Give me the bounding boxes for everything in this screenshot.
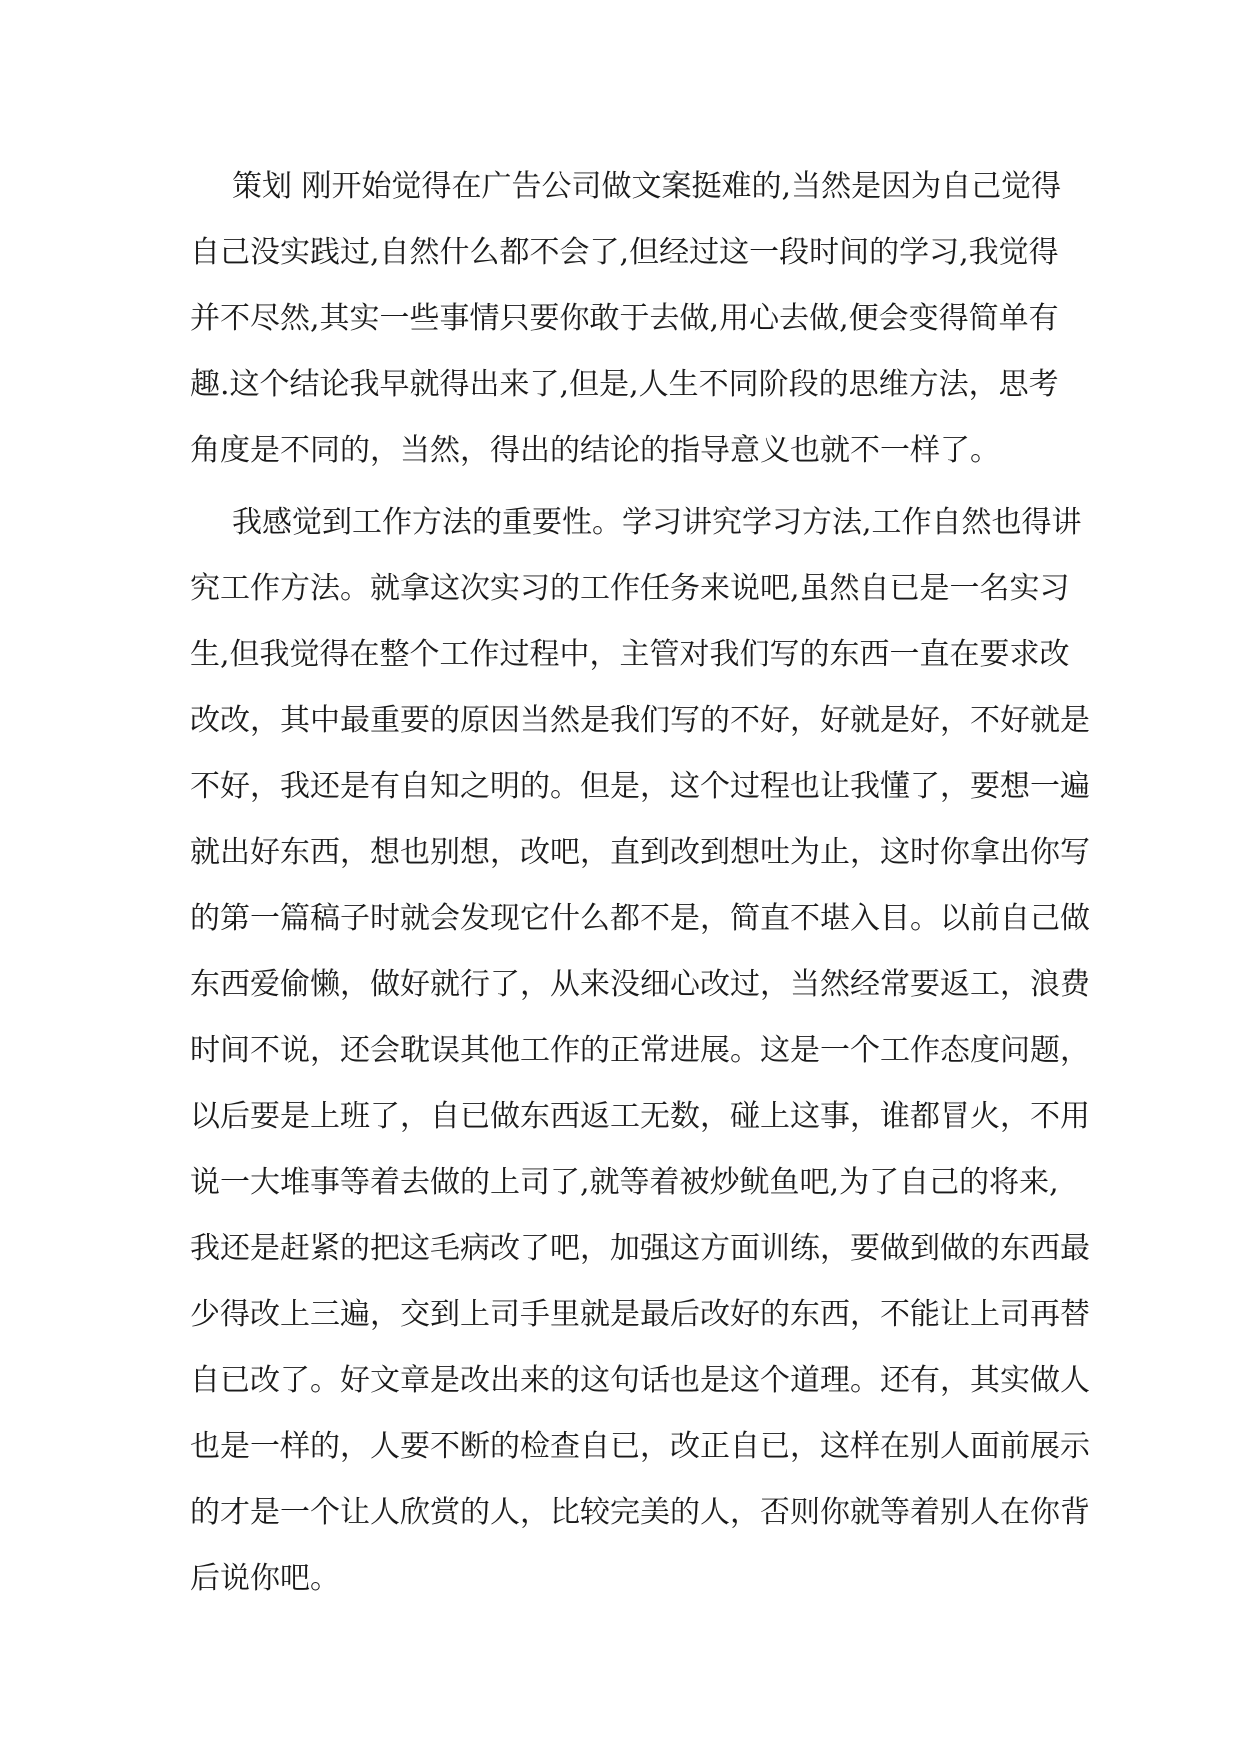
- paragraph-line: 说一大堆事等着去做的上司了,就等着被炒鱿鱼吧,为了自己的将来,: [190, 1165, 1059, 1200]
- document-body: [190, 154, 1090, 1612]
- paragraph-line: 东西爱偷懒，做好就行了，从来没细心改过，当然经常要返工，浪费: [190, 967, 1090, 1002]
- paragraph-2: [190, 490, 1090, 1612]
- paragraph-line: 的第一篇稿子时就会发现它什么都不是，简直不堪入目。以前自己做: [190, 901, 1090, 936]
- paragraph-line: 策划 刚开始觉得在广告公司做文案挺难的,当然是因为自己觉得: [232, 169, 1062, 204]
- paragraph-line: 后说你吧。: [190, 1561, 340, 1596]
- paragraph-line: 不好，我还是有自知之明的。但是，这个过程也让我懂了，要想一遍: [190, 769, 1090, 804]
- paragraph-line: 趣.这个结论我早就得出来了,但是,人生不同阶段的思维方法，思考: [190, 367, 1059, 402]
- paragraph-line: 的才是一个让人欣赏的人，比较完美的人，否则你就等着别人在你背: [190, 1495, 1090, 1530]
- paragraph-line: 自己没实践过,自然什么都不会了,但经过这一段时间的学习,我觉得: [190, 235, 1059, 270]
- paragraph-line: 究工作方法。就拿这次实习的工作任务来说吧,虽然自已是一名实习: [190, 571, 1070, 606]
- paragraph-line: 我还是赶紧的把这毛病改了吧，加强这方面训练，要做到做的东西最: [190, 1231, 1090, 1266]
- paragraph-line: 生,但我觉得在整个工作过程中，主管对我们写的东西一直在要求改: [190, 637, 1070, 672]
- paragraph-line: 时间不说，还会耽误其他工作的正常进展。这是一个工作态度问题，: [190, 1033, 1090, 1068]
- paragraph-line: 我感觉到工作方法的重要性。学习讲究学习方法,工作自然也得讲: [232, 505, 1082, 540]
- paragraph-line: 也是一样的，人要不断的检查自已，改正自已，这样在别人面前展示: [190, 1429, 1090, 1464]
- paragraph-line: 角度是不同的，当然，得出的结论的指导意义也就不一样了。: [190, 433, 1000, 468]
- paragraph-line: 就出好东西，想也别想，改吧，直到改到想吐为止，这时你拿出你写: [190, 835, 1090, 870]
- paragraph-line: 自已改了。好文章是改出来的这句话也是这个道理。还有，其实做人: [190, 1363, 1090, 1398]
- paragraph-line: 少得改上三遍，交到上司手里就是最后改好的东西，不能让上司再替: [190, 1297, 1090, 1332]
- paragraph-line: 并不尽然,其实一些事情只要你敢于去做,用心去做,便会变得简单有: [190, 301, 1059, 336]
- paragraph-1: [190, 154, 1068, 484]
- paragraph-line: 以后要是上班了，自已做东西返工无数，碰上这事，谁都冒火，不用: [190, 1099, 1090, 1134]
- paragraph-line: 改改，其中最重要的原因当然是我们写的不好，好就是好，不好就是: [190, 703, 1090, 738]
